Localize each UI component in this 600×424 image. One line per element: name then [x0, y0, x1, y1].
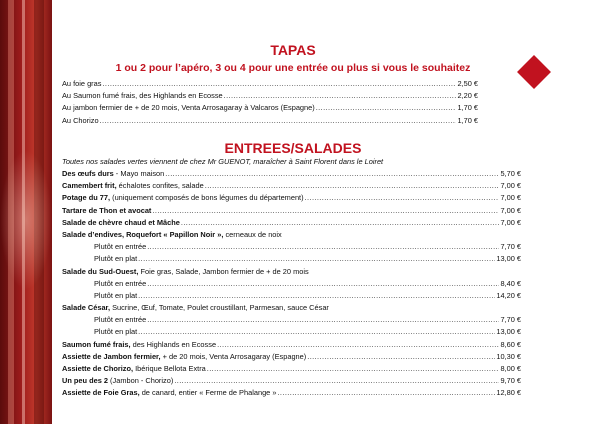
dot-leader: [224, 90, 457, 102]
item-desc: - Mayo maison: [113, 169, 165, 178]
dot-leader: [102, 78, 456, 90]
list-item: [62, 375, 521, 387]
item-name: [62, 302, 329, 314]
item-price: 5,70 €: [500, 169, 521, 178]
item-desc: de canard, entier « Ferme de Phalange »: [139, 388, 277, 398]
item-name: [62, 339, 216, 351]
item-name: [62, 387, 276, 399]
dot-leader: [316, 102, 457, 114]
tapas-list: [62, 78, 478, 127]
item-price: 2,20 €: [457, 91, 478, 101]
left-decorative-strip: [0, 0, 52, 424]
dot-leader: [147, 241, 499, 253]
item-name-bold: Un peu des 2: [62, 376, 108, 386]
item-desc: Foie gras, Salade, Jambon fermier de + de 20 mois: [138, 266, 309, 276]
item-name: [62, 217, 180, 229]
dot-leader: [174, 375, 499, 387]
list-item: [62, 115, 478, 127]
item-desc: Sucrine, Œuf, Tomate, Poulet croustillant, Parmesan, sauce César: [110, 303, 329, 313]
list-subitem: [62, 326, 521, 338]
item-price: 7,70 €: [500, 242, 521, 252]
list-item: [62, 78, 478, 90]
list-subitem: [62, 253, 521, 265]
list-item: [62, 339, 521, 351]
entrees-list: [62, 168, 521, 400]
dot-leader: [100, 115, 457, 127]
item-price: 1,70 €: [457, 115, 478, 125]
dot-leader: [138, 253, 495, 265]
item-name-bold: Assiette de Foie Gras,: [62, 388, 140, 398]
strip-glow: [0, 150, 52, 290]
item-name: [62, 168, 164, 180]
item-name: [62, 351, 306, 363]
item-price: 8,00 €: [500, 364, 521, 373]
subitem-label: Plutôt en plat: [94, 254, 138, 264]
subitem-label: Plutôt en entrée: [94, 315, 147, 325]
item-name-bold: Camembert frit,: [62, 181, 117, 191]
subitem-label: Plutôt en entrée: [94, 278, 147, 288]
item-name-bold: Saumon fumé frais,: [62, 339, 131, 349]
item-price: 13,00 €: [496, 254, 521, 264]
dot-leader: [147, 314, 499, 326]
list-item: [62, 363, 521, 375]
item-name: Au jambon fermier de + de 20 mois, Venta Arrosagaray à Valcaros (Espagne): [62, 103, 315, 113]
item-price: 1,70 €: [457, 103, 478, 113]
dot-leader: [152, 205, 499, 217]
item-desc: (Jambon - Chorizo): [108, 376, 174, 386]
dot-leader: [165, 168, 499, 180]
subitem-label: Plutôt en entrée: [94, 242, 147, 252]
list-item: [62, 387, 521, 399]
item-price: 7,00 €: [500, 193, 521, 203]
list-item: [62, 102, 478, 114]
item-desc: cerneaux de noix: [223, 229, 282, 239]
dot-leader: [307, 351, 495, 363]
list-subitem: [62, 278, 521, 290]
item-name: [62, 180, 204, 192]
list-subitem: [62, 241, 521, 253]
item-name: [62, 229, 282, 241]
item-name: [62, 205, 151, 217]
item-name: Au Chorizo: [62, 115, 99, 125]
item-name-bold: Salade du Sud-Ouest,: [62, 266, 139, 276]
dot-leader: [217, 339, 499, 351]
item-name-bold: Potage du 77,: [62, 193, 111, 203]
list-item-heading: [62, 302, 521, 314]
dot-leader: [277, 387, 495, 399]
item-name-bold: Des œufs durs: [62, 169, 114, 178]
dot-leader: [138, 326, 495, 338]
item-price: 2,50 €: [457, 79, 478, 88]
item-desc: Ibérique Bellota Extra: [133, 364, 206, 373]
item-name-bold: Salade d’endives, Roquefort « Papillon Noir »,: [62, 229, 224, 239]
item-name: [62, 363, 206, 375]
dot-leader: [147, 278, 499, 290]
item-desc: (uniquement composés de bons légumes du département): [110, 193, 304, 203]
subitem-label: Plutôt en plat: [94, 290, 138, 300]
item-desc: + de 20 mois, Venta Arrosagaray (Espagne): [160, 351, 307, 361]
tapas-title: TAPAS: [270, 42, 316, 58]
item-name: [62, 192, 304, 204]
item-price: 7,00 €: [500, 217, 521, 227]
list-item: [62, 205, 521, 217]
list-item-heading: [62, 266, 521, 278]
item-name: Au Saumon fumé frais, des Highlands en Ecosse: [62, 91, 223, 101]
entrees-title: ENTREES/SALADES: [224, 140, 362, 156]
item-name-bold: Tartare de Thon et avocat: [62, 205, 152, 215]
item-name-bold: Assiette de Chorizo,: [62, 364, 134, 373]
tapas-subtitle: 1 ou 2 pour l’apéro, 3 ou 4 pour une entrée ou plus si vous le souhaitez: [115, 62, 471, 74]
item-price: 7,00 €: [500, 205, 521, 215]
item-desc: échalotes confites, salade: [116, 181, 204, 191]
item-price: 14,20 €: [496, 290, 521, 300]
list-item: [62, 192, 521, 204]
item-name: [62, 375, 173, 387]
list-subitem: [62, 290, 521, 302]
item-name-bold: Salade César,: [62, 303, 111, 313]
list-item-heading: [62, 229, 521, 241]
item-name-bold: Assiette de Jambon fermier,: [62, 351, 161, 361]
item-price: 7,00 €: [500, 181, 521, 191]
item-price: 13,00 €: [496, 327, 521, 337]
item-price: 12,80 €: [496, 388, 521, 398]
list-item: [62, 180, 521, 192]
item-name: [62, 266, 309, 278]
item-name-bold: Salade de chèvre chaud et Mâche: [62, 217, 180, 227]
item-price: 7,70 €: [500, 315, 521, 325]
dot-leader: [181, 217, 500, 229]
item-name: Au foie gras: [62, 79, 102, 88]
item-price: 10,30 €: [496, 351, 521, 361]
item-price: 8,60 €: [500, 339, 521, 349]
list-subitem: [62, 314, 521, 326]
dot-leader: [205, 180, 500, 192]
subitem-label: Plutôt en plat: [94, 327, 138, 337]
list-item: [62, 217, 521, 229]
dot-leader: [207, 363, 500, 375]
dot-leader: [138, 290, 495, 302]
list-item: [62, 168, 521, 180]
item-price: 9,70 €: [500, 376, 521, 386]
item-price: 8,40 €: [500, 278, 521, 288]
dot-leader: [305, 192, 500, 204]
list-item: [62, 351, 521, 363]
entrees-note: Toutes nos salades vertes viennent de chez Mr GUENOT, maraîcher à Saint Florent dans le Loiret: [62, 157, 384, 166]
item-desc: des Highlands en Ecosse: [130, 339, 217, 349]
list-item: [62, 90, 478, 102]
